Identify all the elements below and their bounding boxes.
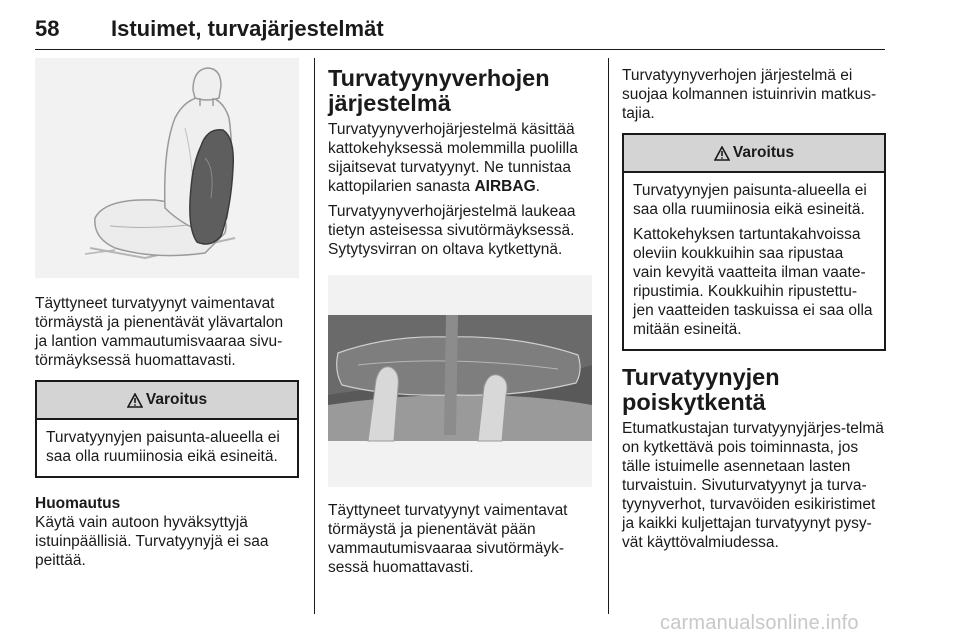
warning-text: Turvatyynyjen paisunta-alueella ei saa olla ruumiinosia eikä esineitä. (46, 429, 280, 465)
paragraph (328, 120, 592, 196)
paragraph-text-end: . (535, 178, 540, 195)
warning-box (35, 380, 299, 478)
seat-airbag-illustration (35, 58, 299, 278)
curtain-airbag-figure (328, 275, 592, 487)
paragraph: Turvatyynyverhojen järjestelmä ei suojaa kolmannen istuinrivin matkus-tajia. (622, 67, 877, 122)
warning-title: Varoitus (145, 391, 208, 408)
seat-airbag-figure (35, 58, 299, 278)
warning-title: Varoitus (732, 144, 795, 161)
warning-body (624, 173, 884, 349)
note-title: Huomautus (35, 495, 121, 512)
column-2 (328, 58, 592, 577)
note-text: Käytä vain autoon hyväksyttyjä istuinpäällisiä. Turvatyynyjä ei saa peittää. (35, 514, 269, 569)
paragraph-text: Turvatyynyverhojärjestelmä käsittää kattokehyksessä molemmilla puolilla sijaitsevat turvatyynyt. Ne tunnistaa kattopilarien sanasta (328, 121, 578, 195)
airbag-label: AIRBAG (474, 178, 536, 195)
column-3 (622, 58, 886, 552)
warning-body (37, 420, 297, 476)
paragraph: Etumatkustajan turvatyynyjärjes-telmä on kytkettävä pois toiminnasta, jos tälle istuimelle asennetaan lasten turvaistuin. Sivuturvatyynyt ja turva-tyynyverhot, turvavöiden esikiristimet ja kaikki kuljettajan turvatyynyt pysy-vät käyttövalmiudessa. (622, 420, 884, 551)
figure-caption: Täyttyneet turvatyynyt vaimentavat törmäystä ja pienentävät ylävartalon ja lantion vammautumisvaaraa sivu-törmäyksessä huomattavasti. (35, 295, 284, 369)
warning-box (622, 133, 886, 351)
curtain-airbag-illustration (328, 275, 592, 487)
paragraph: Turvatyynyverhojärjestelmä laukeaa tietyn asteisessa sivutörmäyksessä. Sytytysvirran on oltava kytkettynä. (328, 203, 576, 258)
warning-text: Kattokehyksen tartuntakahvoissa oleviin koukkuihin saa ripustaa vain kevyitä vaatteita ilman vaate-ripustimia. Koukkuihin ripustettu-jen vaatteiden taskuissa ei saa olla mitään esineitä. (633, 226, 873, 338)
page-header (35, 16, 885, 50)
section-heading: Turvatyynyverhojen järjestelmä (328, 65, 550, 116)
warning-triangle-icon (127, 393, 143, 408)
page-number: 58 (35, 16, 60, 41)
warning-text: Turvatyynyjen paisunta-alueella ei saa olla ruumiinosia eikä esineitä. (633, 182, 867, 218)
warning-header (624, 135, 884, 173)
running-title: Istuimet, turvajärjestelmät (111, 16, 384, 41)
figure-caption: Täyttyneet turvatyynyt vaimentavat törmäystä ja pienentävät pään vammautumisvaaraa sivutörmäyk-sessä huomattavasti. (328, 502, 568, 576)
section-heading: Turvatyynyjen poiskytkentä (622, 364, 780, 415)
column-divider (314, 58, 315, 614)
warning-triangle-icon (714, 146, 730, 161)
column-1 (35, 58, 299, 570)
column-divider (608, 58, 609, 614)
watermark: carmanualsonline.info (660, 612, 859, 634)
warning-header (37, 382, 297, 420)
